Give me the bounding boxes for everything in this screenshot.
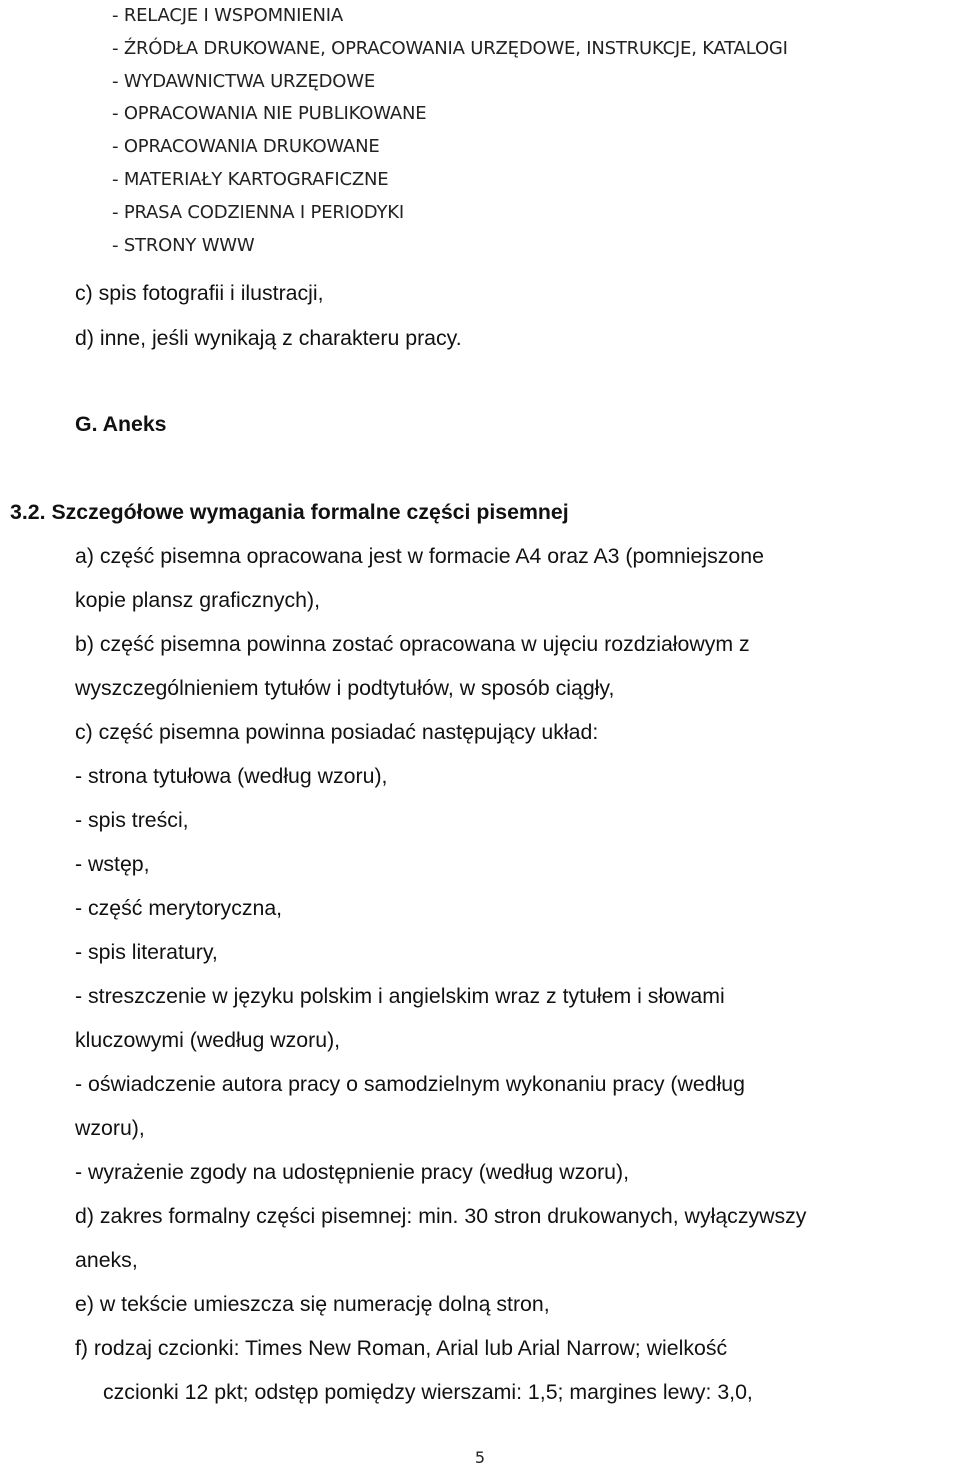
paragraph-line: - część merytoryczna, — [75, 896, 283, 920]
paragraph-line: wyszczególnieniem tytułów i podtytułów, w sposób ciągły, — [75, 676, 615, 700]
list-item: - RELACJE I WSPOMNIENIA — [112, 5, 343, 26]
list-item: - OPRACOWANIA DRUKOWANE — [112, 136, 380, 158]
paragraph-line: a) część pisemna opracowana jest w formacie A4 oraz A3 (pomniejszone — [75, 544, 764, 568]
paragraph-line: kluczowymi (według wzoru), — [75, 1028, 341, 1052]
annex-heading: G. Aneks — [75, 412, 167, 436]
item-c-photos: c) spis fotografii i ilustracji, — [75, 281, 324, 305]
paragraph-line: b) część pisemna powinna zostać opracowana w ujęciu rozdziałowym z — [75, 632, 750, 656]
paragraph-line: - spis treści, — [75, 808, 189, 832]
list-item: - OPRACOWANIA NIE PUBLIKOWANE — [112, 103, 427, 125]
paragraph-line: - oświadczenie autora pracy o samodzielnym wykonaniu pracy (według — [75, 1072, 745, 1096]
paragraph-line: kopie plansz graficznych), — [75, 588, 321, 612]
paragraph-line: - strona tytułowa (według wzoru), — [75, 764, 388, 788]
paragraph-line: f) rodzaj czcionki: Times New Roman, Arial lub Arial Narrow; wielkość — [75, 1336, 728, 1360]
paragraph-line: d) zakres formalny części pisemnej: min. 30 stron drukowanych, wyłączywszy — [75, 1204, 807, 1228]
paragraph-line: wzoru), — [75, 1116, 145, 1140]
paragraph-line: e) w tekście umieszcza się numerację dolną stron, — [75, 1292, 550, 1316]
item-d-other: d) inne, jeśli wynikają z charakteru pracy. — [75, 326, 462, 350]
list-item: - ŹRÓDŁA DRUKOWANE, OPRACOWANIA URZĘDOWE, INSTRUKCJE, KATALOGI — [112, 37, 788, 59]
paragraph-line: c) część pisemna powinna posiadać następujący układ: — [75, 720, 599, 744]
paragraph-line: - wyrażenie zgody na udostępnienie pracy (według wzoru), — [75, 1160, 630, 1184]
paragraph-line: - spis literatury, — [75, 940, 218, 964]
list-item: - STRONY WWW — [112, 234, 255, 256]
paragraph-line: aneks, — [75, 1248, 138, 1272]
list-item: - WYDAWNICTWA URZĘDOWE — [112, 70, 376, 92]
paragraph-line: czcionki 12 pkt; odstęp pomiędzy wierszami: 1,5; margines lewy: 3,0, — [103, 1380, 753, 1404]
section-heading: 3.2. Szczegółowe wymagania formalne części pisemnej — [10, 500, 569, 524]
paragraph-line: - streszczenie w języku polskim i angielskim wraz z tytułem i słowami — [75, 984, 725, 1008]
list-item: - MATERIAŁY KARTOGRAFICZNE — [112, 168, 389, 190]
source-type-list — [112, 0, 788, 262]
paragraph-line: - wstęp, — [75, 852, 150, 876]
page-number: 5 — [474, 1448, 486, 1467]
list-item: - PRASA CODZIENNA I PERIODYKI — [112, 201, 404, 223]
